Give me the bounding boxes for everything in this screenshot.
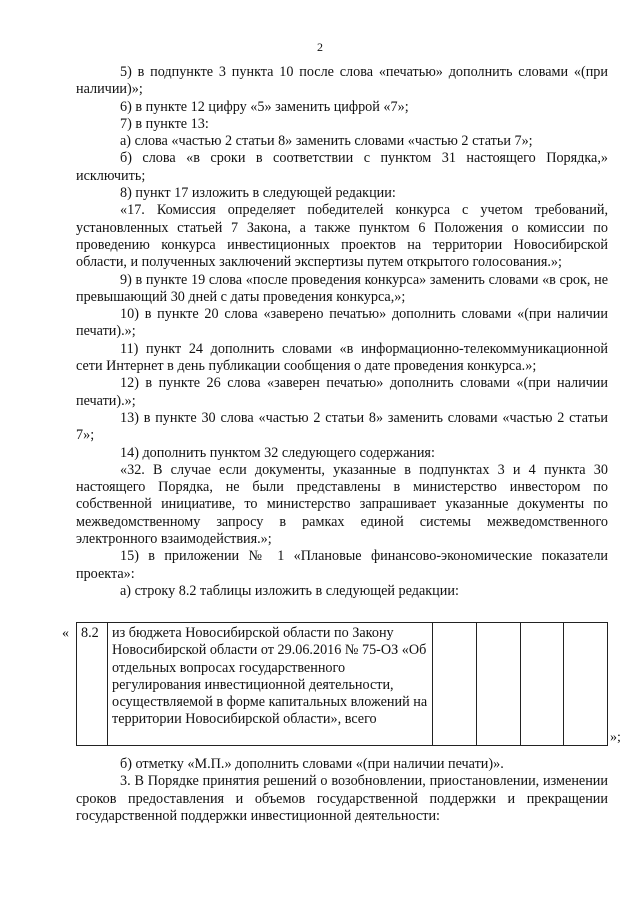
paragraph: 11) пункт 24 дополнить словами «в информационно-телекоммуникационной сети Интернет в день публикации сообщения о дате проведения конкурса.»;	[76, 340, 608, 375]
paragraph: б) отметку «М.П.» дополнить словами «(при наличии печати)».	[120, 756, 504, 772]
document-body	[76, 64, 608, 600]
paragraph: 8) пункт 17 изложить в следующей редакции:	[120, 185, 396, 202]
empty-cell	[433, 623, 477, 746]
paragraph: 7) в пункте 13:	[120, 115, 209, 132]
paragraph: 6) в пункте 12 цифру «5» заменить цифрой «7»;	[120, 98, 409, 115]
table-row	[77, 623, 608, 746]
paragraph: а) слова «частью 2 статьи 8» заменить словами «частью 2 статьи 7»;	[120, 133, 533, 150]
paragraph: 12) в пункте 26 слова «заверен печатью» дополнить словами «(при наличии печати).»;	[76, 375, 608, 409]
document-body-continued	[76, 756, 608, 825]
paragraph: 10) в пункте 20 слова «заверено печатью» дополнить словами «(при наличии печати).»;	[76, 306, 608, 340]
paragraph: 15) в приложении № 1 «Плановые финансово-экономические показатели проекта»:	[76, 548, 608, 582]
paragraph: 9) в пункте 19 слова «после проведения конкурса» заменить словами «в срок, не превышающий 30 дней с даты проведения конкурса,»;	[76, 271, 608, 305]
table-close-quote: »;	[610, 730, 621, 745]
paragraph: 3. В Порядке принятия решений о возобновлении, приостановлении, изменении сроков предоставления и объемов государственной поддержки и прекращении государственной поддержки инвестиционной деятельности:	[76, 773, 608, 824]
paragraph: «17. Комиссия определяет победителей конкурса с учетом требований, установленных статьей 7 Закона, а также пунктом 6 Положения о комиссии по проведению конкурса инвестиционных проектов на территории Новосибирской области, и полученных заключений экспертизы путем открытого голосования.»;	[76, 202, 608, 271]
paragraph: а) строку 8.2 таблицы изложить в следующей редакции:	[120, 582, 459, 599]
empty-cell	[564, 623, 608, 746]
empty-cell	[520, 623, 564, 746]
paragraph: 5) в подпункте 3 пункта 10 после слова «печатью» дополнить словами «(при наличии)»;	[76, 64, 608, 98]
amendment-table	[76, 622, 608, 746]
table-open-quote: «	[62, 626, 69, 641]
row-number-cell: 8.2	[77, 623, 108, 746]
paragraph: 14) дополнить пунктом 32 следующего содержания:	[120, 444, 435, 461]
paragraph: 13) в пункте 30 слова «частью 2 статьи 8» заменить словами «частью 2 статьи 7»;	[76, 409, 608, 444]
page-number: 2	[317, 40, 323, 54]
paragraph: «32. В случае если документы, указанные в подпунктах 3 и 4 пункта 30 настоящего Порядка, не были представлены в министерство инвестором по собственной инициативе, то министерство запрашивает указанные документы по межведомственному запросу в рамках единой системы межведомственного электронного взаимодействия.»;	[76, 461, 608, 548]
empty-cell	[476, 623, 520, 746]
paragraph: б) слова «в сроки в соответствии с пунктом 31 настоящего Порядка,» исключить;	[76, 150, 608, 184]
row-text-cell: из бюджета Новосибирской области по Закону Новосибирской области от 29.06.2016 № 75-ОЗ «Об отдельных вопросах государственного регулирования инвестиционной деятельности, осуществляемой в форме капитальных вложений на территории Новосибирской области», всего	[108, 623, 433, 746]
